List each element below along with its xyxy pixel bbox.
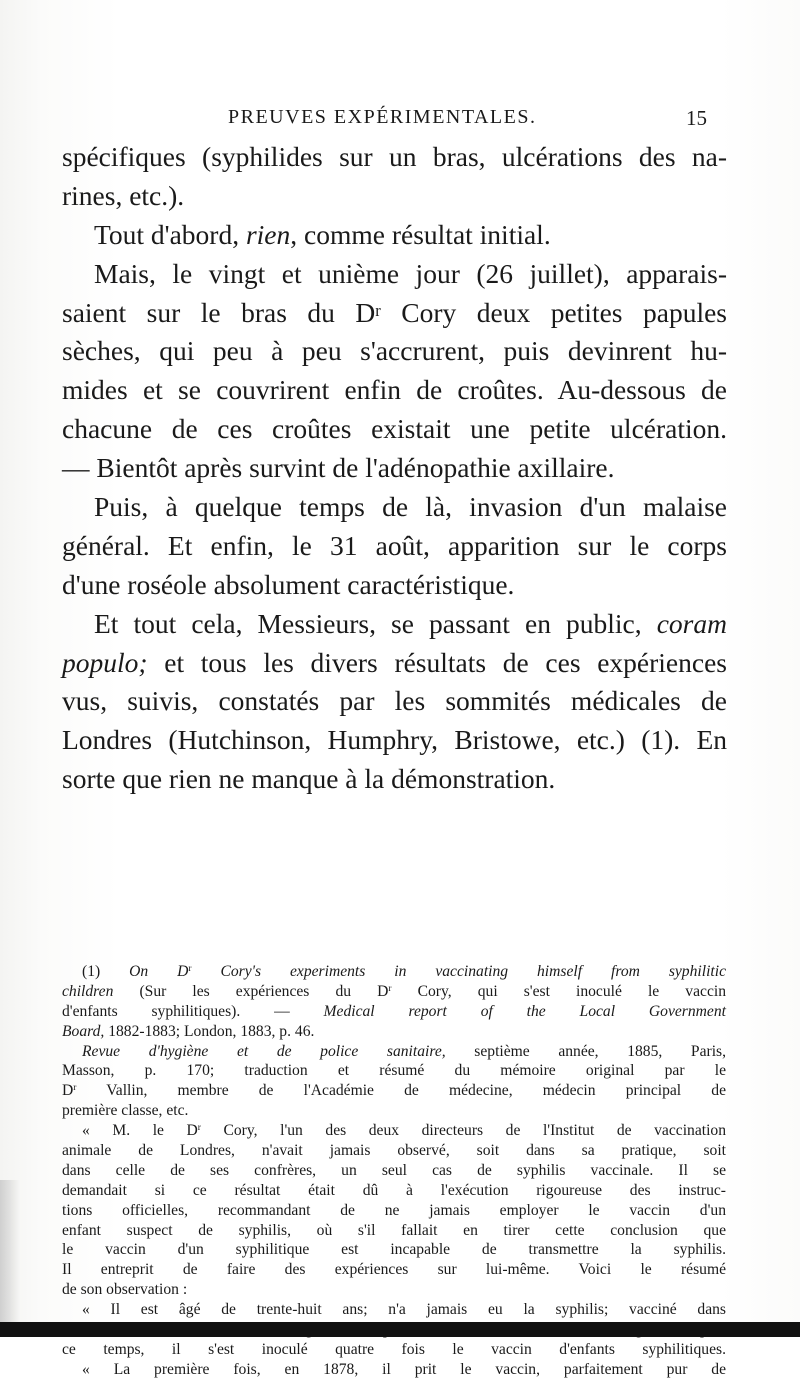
emphasis: populo; [62, 646, 148, 678]
superscript: r [188, 964, 192, 974]
text-span: Cory deux petites papules [380, 296, 727, 328]
text-span: mides et se couvrirent enfin de croûtes. Au-dessous de [62, 374, 727, 406]
footnote-line [62, 982, 726, 1002]
footnote-line [62, 1061, 726, 1081]
text-span: de son observation : [62, 1281, 188, 1299]
emphasis: Medical report of the Local Government [323, 1002, 726, 1020]
text-span: spécifiques (syphilides sur un bras, ulcérations des na- [62, 141, 727, 172]
text-span: 1882-1883; London, 1883, p. 46. [104, 1022, 315, 1040]
page-header [0, 106, 800, 136]
scan-bottom-edge [0, 1322, 800, 1337]
text-span: d'une roséole absolument caractéristique. [62, 568, 515, 600]
text-span: Puis, à quelque temps de là, invasion d'un malaise [94, 491, 727, 523]
running-title: PREUVES EXPÉRIMENTALES. [228, 106, 537, 128]
text-span: Vallin, membre de l'Académie de médecine, médecin principal de [76, 1082, 726, 1100]
emphasis: children [62, 982, 114, 1000]
text-line [62, 527, 727, 566]
emphasis: coram [656, 607, 727, 639]
text-span: le vaccin d'un syphilitique est incapable de transmettre la syphilis. [62, 1241, 726, 1259]
text-span: « Il est âgé de trente-huit ans; n'a jamais eu la syphilis; vacciné dans [82, 1301, 726, 1319]
page-edge-shadow [0, 1180, 20, 1322]
text-line [62, 255, 727, 294]
text-line [62, 488, 727, 527]
text-span: sèches, qui peu à peu s'accrurent, puis devinrent hu- [62, 335, 727, 367]
emphasis: Board, [62, 1022, 105, 1040]
emphasis: On D [129, 963, 189, 980]
text-span: sorte que rien ne manque à la démonstration. [62, 763, 556, 795]
text-span: saient sur le bras du D [62, 296, 376, 328]
page-number: 15 [686, 106, 707, 130]
text-span: général. Et enfin, le 31 août, apparition sur le corps [62, 529, 727, 561]
footnote-line [62, 1340, 726, 1360]
superscript: r [197, 1123, 201, 1134]
footnote-line [62, 1081, 726, 1101]
text-span: ce temps, il s'est inoculé quatre fois le vaccin d'enfants syphilitiques. [62, 1340, 726, 1358]
text-span: Masson, p. 170; traduction et résumé du mémoire original par le [62, 1062, 726, 1080]
footnote-line [62, 1161, 726, 1181]
text-line [62, 682, 727, 721]
text-span: vus, suivis, constatés par les sommités médicales de [62, 685, 727, 717]
footnote-line [62, 1101, 726, 1121]
text-span: Il entreprit de faire des expériences sur lui-même. Voici le résumé [62, 1261, 726, 1279]
text-span: (Sur les expériences du D [113, 982, 389, 1000]
footnote-line [62, 1221, 726, 1241]
superscript: r [73, 1083, 77, 1094]
footnote-line [62, 1121, 726, 1141]
footnote [62, 962, 726, 1380]
text-line [62, 760, 727, 799]
footnote-line [62, 1201, 726, 1221]
text-span: tions officielles, recommandant de ne jamais employer le vaccin d'un [62, 1201, 726, 1219]
footnote-line [62, 1240, 726, 1260]
footnote-line [62, 1360, 726, 1380]
text-span: septième année, 1885, Paris, [445, 1042, 726, 1060]
text-span: Cory, l'un des deux directeurs de l'Institut de vaccination [200, 1122, 726, 1140]
text-line [62, 216, 727, 255]
emphasis: Revue d'hygiène et de police sanitaire, [82, 1042, 446, 1060]
superscript: r [388, 983, 392, 994]
text-span: , comme résultat initial. [290, 218, 551, 250]
text-span: première classe, etc. [62, 1102, 189, 1120]
footnote-line [62, 1042, 726, 1062]
text-span: Tout d'abord, [94, 218, 246, 250]
text-line [62, 138, 727, 177]
emphasis: Cory's experiments in vaccinating himself from syphilitic [191, 963, 726, 980]
text-span: — Bientôt après survint de l'adénopathie axillaire. [62, 452, 615, 484]
text-span: chacune de ces croûtes existait une petite ulcération. [62, 413, 727, 445]
text-span: « M. le D [82, 1122, 198, 1140]
text-line [62, 332, 727, 371]
text-span: (1) [82, 963, 130, 980]
text-span: enfant suspect de syphilis, où s'il fallait en tirer cette conclusion que [62, 1221, 726, 1239]
text-line [62, 410, 727, 449]
text-line [62, 294, 727, 333]
main-text [62, 138, 727, 799]
footnote-line [62, 1022, 726, 1042]
text-line [62, 605, 727, 644]
text-span: rines, etc.). [62, 179, 185, 211]
text-span: demandait si ce résultat était dû à l'exécution rigoureuse des instruc- [62, 1181, 726, 1199]
footnote-line [62, 1300, 726, 1320]
emphasis: rien [245, 218, 291, 250]
text-span: D [62, 1082, 74, 1100]
footnote-line [62, 1181, 726, 1201]
text-span: d'enfants syphilitiques). — [62, 1002, 324, 1020]
text-line [62, 644, 727, 683]
footnote-line [62, 1002, 726, 1022]
footnote-line [62, 962, 726, 982]
text-span: dans celle de ses confrères, un seul cas de syphilis vaccinale. Il se [62, 1161, 726, 1179]
text-line [62, 721, 727, 760]
superscript: r [375, 300, 381, 320]
text-span: et tous les divers résultats de ces expériences [147, 646, 727, 678]
footnote-line [62, 1260, 726, 1280]
text-line [62, 371, 727, 410]
text-line [62, 449, 727, 488]
text-span: Mais, le vingt et unième jour (26 juillet), apparais- [94, 257, 727, 289]
text-span: Et tout cela, Messieurs, se passant en public, [94, 607, 657, 639]
text-span: « La première fois, en 1878, il prit le vaccin, parfaitement pur de [82, 1360, 726, 1378]
footnote-line [62, 1280, 726, 1300]
text-span: Londres (Hutchinson, Humphry, Bristowe, etc.) (1). En [62, 724, 727, 756]
text-span: animale de Londres, n'avait jamais observé, soit dans sa pratique, soit [62, 1142, 726, 1160]
text-line [62, 566, 727, 605]
text-span: Cory, qui s'est inoculé le vaccin [391, 982, 726, 1000]
text-line [62, 177, 727, 216]
footnote-line [62, 1141, 726, 1161]
